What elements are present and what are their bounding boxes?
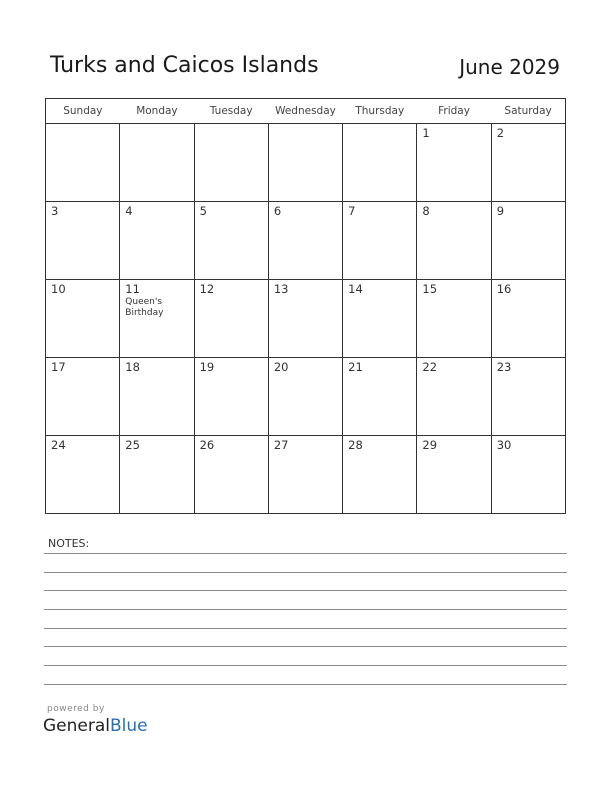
day-cell-content [492,202,565,221]
day-cell-content [269,124,342,130]
day-number: 1 [422,126,430,140]
notes-line [44,628,567,629]
day-cell-content [269,358,342,377]
calendar-day-cell [417,280,491,358]
day-cell-content [492,436,565,455]
calendar-day-cell [491,280,565,358]
calendar-day-cell [120,280,194,358]
day-number: 28 [348,438,363,452]
day-cell-content [195,436,268,455]
day-number: 16 [496,282,512,296]
calendar-day-cell [491,358,565,436]
calendar-day-cell [46,358,120,436]
day-cell-content [417,124,490,143]
calendar-day-cell [120,358,194,436]
day-cell-content [343,202,416,221]
notes-line [44,665,567,666]
day-cell-content [417,202,490,221]
day-cell-content [120,124,193,130]
calendar-day-cell [46,436,120,514]
weekday-header: Monday [120,99,194,124]
calendar-day-cell [343,358,417,436]
day-number: 8 [422,204,430,218]
calendar-day-cell [491,124,565,202]
day-number: 10 [51,282,66,296]
calendar-day-cell [268,436,342,514]
day-cell-content [195,358,268,377]
day-cell-content [343,358,416,377]
day-cell-content [492,280,565,299]
notes-line [44,572,567,573]
calendar-week-row [46,202,566,280]
calendar-day-cell [491,202,565,280]
day-cell-content [120,436,193,455]
calendar-day-cell [46,202,120,280]
calendar-day-cell [343,436,417,514]
calendar-day-cell [268,124,342,202]
day-cell-content [195,202,268,221]
day-number: 14 [348,282,363,296]
brand-logo [43,716,148,736]
day-cell-content [269,436,342,455]
day-cell-content [46,436,119,455]
day-number: 7 [348,204,356,218]
notes-line [44,646,567,647]
day-cell-content [343,436,416,455]
day-number: 18 [125,360,140,374]
calendar-week-row [46,280,566,358]
day-cell-content [269,202,342,221]
day-number: 4 [125,204,133,218]
notes-line [44,590,567,591]
calendar-day-cell [417,202,491,280]
day-number: 26 [199,438,215,452]
calendar-day-cell [268,202,342,280]
day-cell-content [120,202,193,221]
day-number: 6 [273,204,282,218]
weekday-header: Friday [417,99,491,124]
calendar-day-cell [417,436,491,514]
calendar-day-cell [120,124,194,202]
day-number: 20 [273,360,289,374]
notes-label: NOTES: [48,537,90,550]
calendar-day-cell [194,358,268,436]
day-number: 13 [273,282,289,296]
day-number: 24 [51,438,66,452]
weekday-header: Saturday [491,99,565,124]
day-number: 22 [422,360,438,374]
calendar-day-cell [120,436,194,514]
day-cell-content [195,124,268,130]
day-cell-content [269,280,342,299]
day-cell-content [417,436,490,455]
day-cell-content [120,280,193,321]
day-cell-content [417,280,490,299]
calendar-title: Turks and Caicos Islands [50,53,319,78]
day-cell-content [343,124,416,130]
day-number: 17 [51,360,66,374]
day-cell-content [46,358,119,377]
calendar-day-cell [343,202,417,280]
day-number: 27 [273,438,289,452]
day-cell-content [46,280,119,299]
day-number: 25 [125,438,140,452]
calendar-day-cell [343,124,417,202]
day-number: 9 [496,204,505,218]
weekday-header: Wednesday [268,99,342,124]
day-cell-content [46,202,119,221]
day-cell-content [492,124,565,143]
notes-line [44,553,567,554]
day-cell-content [46,124,119,130]
calendar-day-cell [417,124,491,202]
calendar-week-row [46,358,566,436]
calendar-day-cell [46,280,120,358]
day-number: 11 [125,282,140,296]
calendar-day-cell [194,280,268,358]
calendar-day-cell [46,124,120,202]
day-cell-content [343,280,416,299]
calendar-day-cell [417,358,491,436]
calendar-day-cell [194,436,268,514]
day-number: 30 [496,438,512,452]
calendar-grid [45,98,566,514]
day-number: 29 [422,438,438,452]
calendar-day-cell [194,202,268,280]
day-cell-content [195,280,268,299]
day-number: 19 [199,360,215,374]
day-cell-content [120,358,193,377]
brand-blue: Blue [110,716,148,736]
notes-line [44,684,567,685]
day-number: 12 [199,282,215,296]
weekday-header: Thursday [343,99,417,124]
day-number: 2 [496,126,505,140]
day-number: 5 [199,204,207,218]
day-number: 21 [348,360,363,374]
calendar-day-cell [120,202,194,280]
brand-general: General [43,716,110,736]
day-number: 3 [51,204,59,218]
calendar-week-row [46,124,566,202]
weekday-header-row [46,99,566,124]
notes-line [44,609,567,610]
day-cell-content [417,358,490,377]
calendar-day-cell [491,436,565,514]
calendar-day-cell [268,358,342,436]
calendar-day-cell [343,280,417,358]
day-number: 15 [422,282,438,296]
calendar-month: June 2029 [459,55,560,79]
calendar-week-row [46,436,566,514]
calendar-day-cell [194,124,268,202]
calendar-day-cell [268,280,342,358]
day-cell-content [492,358,565,377]
powered-by-text: powered by [47,704,105,714]
weekday-header: Tuesday [194,99,268,124]
holiday-label: Queen's Birthday [125,297,164,318]
day-number: 23 [496,360,512,374]
weekday-header: Sunday [46,99,120,124]
